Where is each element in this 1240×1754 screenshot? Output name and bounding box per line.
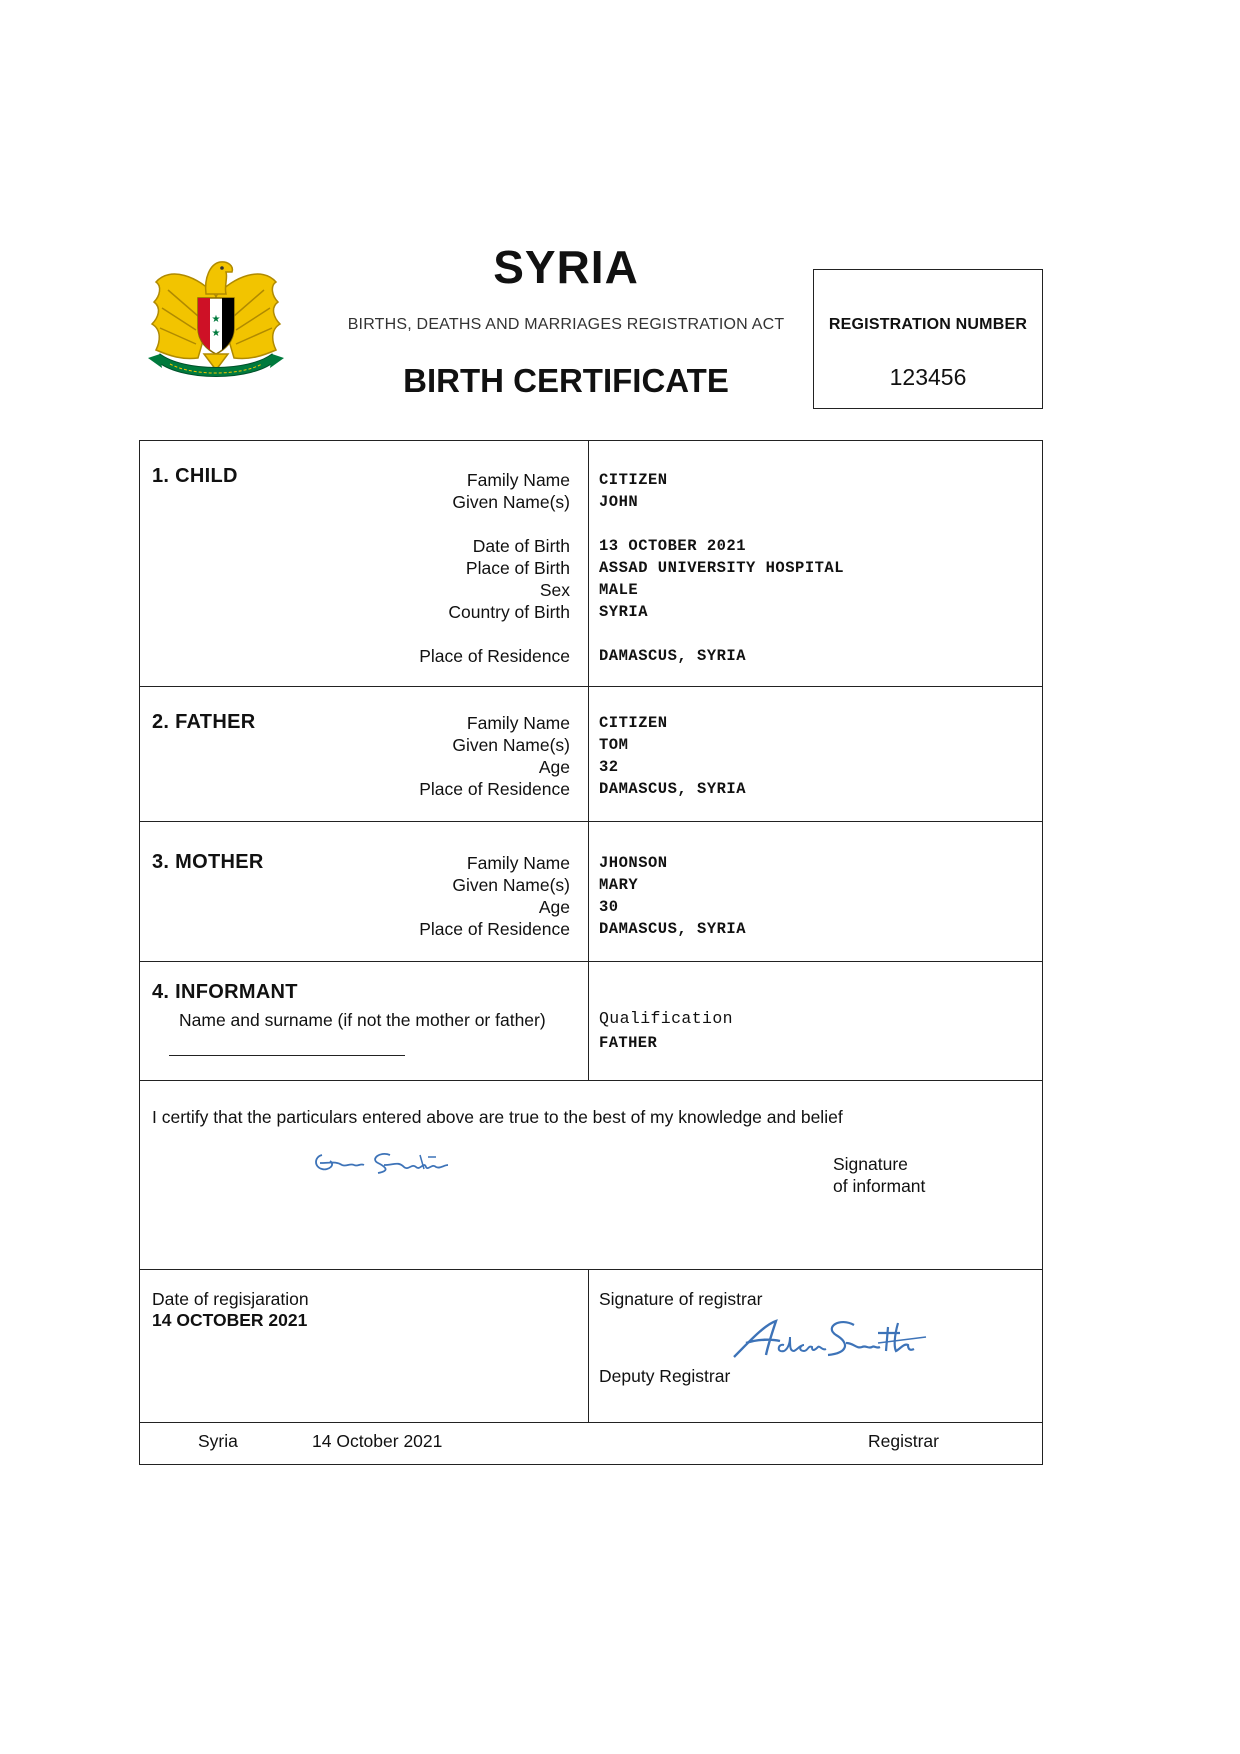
child-values <box>599 469 844 667</box>
deputy-registrar-label: Deputy Registrar <box>599 1366 731 1386</box>
section-title-informant: 4. INFORMANT <box>152 981 298 1003</box>
country-name: SYRIA <box>493 241 639 293</box>
mother-family-name-label: Family Name <box>466 853 570 873</box>
informant-name-line <box>169 1055 405 1056</box>
certification-statement: I certify that the particulars entered above are true to the best of my knowledge and belief <box>152 1107 843 1127</box>
mother-values <box>599 852 746 940</box>
child-family-name-value: CITIZEN <box>599 471 668 489</box>
father-family-name-value: CITIZEN <box>599 714 668 732</box>
child-country-of-birth-value: SYRIA <box>599 603 649 621</box>
section-title-father: 2. FATHER <box>152 711 256 733</box>
qualification-label: Qualification <box>599 1009 733 1028</box>
registrar-signature <box>728 1313 928 1363</box>
father-place-of-residence-label: Place of Residence <box>419 779 570 799</box>
father-age-label: Age <box>538 757 570 777</box>
mother-age-label: Age <box>538 897 570 917</box>
signature-label-line2: of informant <box>833 1176 926 1196</box>
column-divider <box>588 441 589 1080</box>
mother-place-of-residence-label: Place of Residence <box>419 919 570 939</box>
mother-given-names-label: Given Name(s) <box>452 875 570 895</box>
mother-labels <box>419 852 570 940</box>
mother-given-names-value: MARY <box>599 876 639 894</box>
section-divider <box>140 821 1042 822</box>
child-family-name-label: Family Name <box>466 470 570 490</box>
column-divider <box>588 1269 589 1422</box>
informant-name-label: Name and surname (if not the mother or father) <box>179 1010 546 1030</box>
registration-number-value: 123456 <box>889 364 967 390</box>
footer-date: 14 October 2021 <box>312 1431 443 1451</box>
father-given-names-value: TOM <box>599 736 629 754</box>
father-family-name-label: Family Name <box>466 713 570 733</box>
father-age-value: 32 <box>599 758 619 776</box>
footer-role: Registrar <box>868 1431 939 1451</box>
section-divider <box>140 1422 1042 1423</box>
registration-number-label: REGISTRATION NUMBER <box>828 316 1028 333</box>
child-place-of-birth-label: Place of Birth <box>465 558 570 578</box>
mother-place-of-residence-value: DAMASCUS, SYRIA <box>599 920 747 938</box>
registration-act-title: BIRTHS, DEATHS AND MARRIAGES REGISTRATION ACT <box>347 316 785 333</box>
section-title-child: 1. CHILD <box>152 465 238 487</box>
coat-of-arms-emblem <box>148 256 284 390</box>
svg-text:★: ★ <box>211 314 221 325</box>
section-divider <box>140 961 1042 962</box>
informant-signature-label <box>833 1153 925 1197</box>
certificate-title: BIRTH CERTIFICATE <box>403 362 729 399</box>
father-labels <box>419 712 570 800</box>
child-given-names-value: JOHN <box>599 493 639 511</box>
registration-number-box <box>813 269 1043 409</box>
registration-date-label: Date of regisjaration <box>152 1289 309 1309</box>
certificate-form <box>139 440 1043 1465</box>
child-sex-label: Sex <box>539 580 570 600</box>
svg-text:★: ★ <box>211 328 221 339</box>
qualification-value: FATHER <box>599 1034 658 1052</box>
father-place-of-residence-value: DAMASCUS, SYRIA <box>599 780 747 798</box>
child-labels <box>419 469 570 667</box>
child-place-of-residence-value: DAMASCUS, SYRIA <box>599 647 747 665</box>
child-sex-value: MALE <box>599 581 639 599</box>
child-date-of-birth-label: Date of Birth <box>472 536 570 556</box>
mother-age-value: 30 <box>599 898 619 916</box>
mother-family-name-value: JHONSON <box>599 854 668 872</box>
section-divider <box>140 686 1042 687</box>
child-country-of-birth-label: Country of Birth <box>448 602 570 622</box>
footer-place: Syria <box>198 1431 238 1451</box>
father-given-names-label: Given Name(s) <box>452 735 570 755</box>
section-title-mother: 3. MOTHER <box>152 851 264 873</box>
registration-date-value: 14 OCTOBER 2021 <box>152 1310 308 1330</box>
informant-signature <box>308 1141 458 1183</box>
child-date-of-birth-value: 13 OCTOBER 2021 <box>599 537 747 555</box>
registrar-signature-label: Signature of registrar <box>599 1289 763 1309</box>
child-place-of-residence-label: Place of Residence <box>419 646 570 666</box>
section-divider <box>140 1269 1042 1270</box>
signature-label-line1: Signature <box>833 1154 908 1174</box>
father-values <box>599 712 746 800</box>
informant-qualification <box>599 1007 733 1055</box>
section-divider <box>140 1080 1042 1081</box>
child-place-of-birth-value: ASSAD UNIVERSITY HOSPITAL <box>599 559 845 577</box>
child-given-names-label: Given Name(s) <box>452 492 570 512</box>
